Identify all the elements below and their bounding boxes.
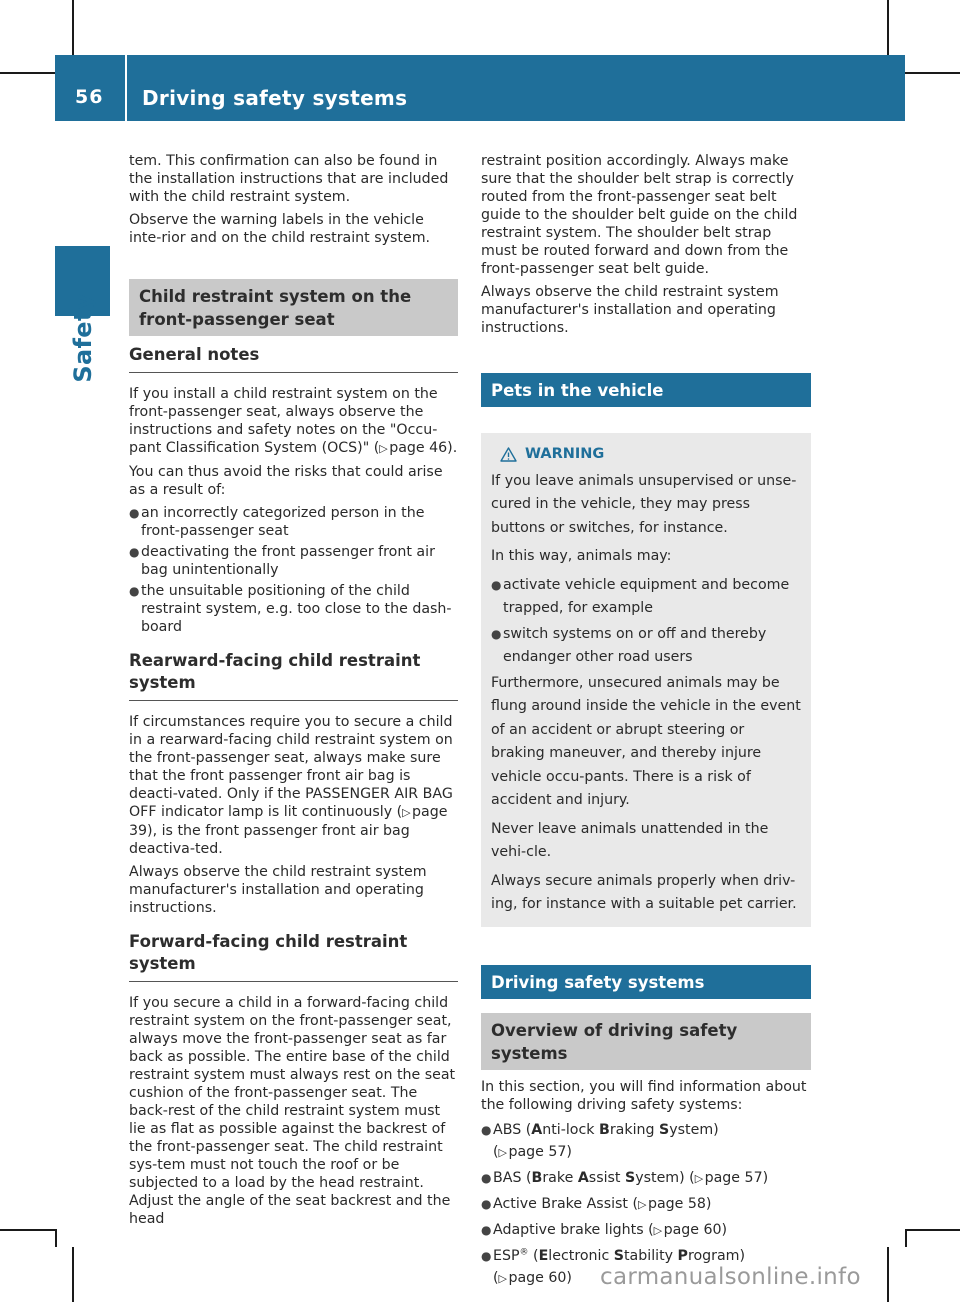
bullet-icon: ● xyxy=(481,1122,492,1137)
text: tability xyxy=(623,1247,678,1264)
text: nti-lock xyxy=(542,1121,599,1138)
crop-mark xyxy=(0,72,55,74)
subheading-general-notes: General notes xyxy=(129,344,458,373)
page-reference[interactable]: page 60) xyxy=(663,1221,728,1238)
text: If circumstances require you to secure a child in a rearward-facing child restraint system on the front-passenger seat, always make sure that the front passenger front air bag is deacti-vated. Only if the PASSENGER AIR BAG OFF indicator lamp is lit continuously ( xyxy=(129,714,453,820)
bullet-list xyxy=(491,574,801,670)
paragraph: Observe the warning labels in the vehicle inte-rior and on the child restraint system. xyxy=(129,212,431,246)
bullet-icon: ● xyxy=(481,1222,492,1237)
list-item xyxy=(129,582,458,636)
paragraph: Always observe the child restraint system manufacturer's installation and operating instructions. xyxy=(129,864,427,916)
subheading-rearward-facing: Rearward-facing child restraint system xyxy=(129,650,458,701)
text: Active Brake Assist ( xyxy=(493,1195,639,1212)
text: S xyxy=(659,1121,670,1138)
paragraph xyxy=(129,385,458,458)
text: S xyxy=(625,1169,636,1186)
paragraph: restraint position accordingly. Always make sure that the shoulder belt strap is correctly routed from the front-passenger seat belt guide to the shoulder belt guide on the child restraint system. The shoulder belt strap must be routed forward and down from the front-passenger seat belt guide. xyxy=(481,153,798,277)
paragraph: Always observe the child restraint system manufacturer's installation and operating instructions. xyxy=(481,284,779,336)
text: Adaptive brake lights ( xyxy=(493,1221,654,1238)
bullet-icon: ● xyxy=(129,545,140,559)
list-item-esp: ● ESP® (Electronic Stability Program) (▷ page 60) xyxy=(481,1245,811,1290)
warning-box xyxy=(481,433,811,927)
text: ystem) xyxy=(669,1121,719,1138)
page-reference[interactable]: page 57) xyxy=(508,1143,572,1160)
text: B xyxy=(531,1169,543,1186)
crop-mark xyxy=(72,1247,74,1302)
list-item-text: an incorrectly categorized person in the front-passenger seat xyxy=(141,505,425,539)
page-ref-arrow-icon: ▷ xyxy=(402,806,411,819)
text: B xyxy=(599,1121,610,1138)
chapter-label: Safety xyxy=(69,293,97,383)
text: rogram) xyxy=(687,1247,746,1264)
page-reference[interactable]: page 46). xyxy=(389,440,458,456)
section-heading-overview: Overview of driving safety systems xyxy=(481,1013,811,1070)
watermark: carmanualsonline.info xyxy=(600,1264,861,1290)
page-ref-arrow-icon: ▷ xyxy=(638,1197,647,1211)
text: S xyxy=(613,1247,624,1264)
header-divider xyxy=(125,55,127,121)
crop-mark xyxy=(887,1247,889,1302)
page-ref-arrow-icon: ▷ xyxy=(694,1171,704,1185)
paragraph: If you secure a child in a forward-facing child restraint system on the front-passenger seat, always move the front-passenger seat as far back as possible. The entire base of the child restraint system must always rest on the seat cushion of the front-passenger seat. The back-rest of the child restraint system must lie as flat as possible against the backrest of the front-passenger seat. The child restraint sys-tem must not touch the roof or be subjected to a load by the head restraint. Adjust the angle of the seat backrest and the head xyxy=(129,995,456,1227)
bullet-list xyxy=(129,504,458,636)
list-item-bas xyxy=(481,1167,811,1190)
crop-mark xyxy=(905,72,960,74)
list-item-abs: ● ABS (Anti-lock Braking System) (▷ page 57) xyxy=(481,1119,811,1164)
page-reference[interactable]: page 57) xyxy=(704,1169,769,1186)
right-column xyxy=(481,152,811,1293)
bullet-icon: ● xyxy=(491,626,502,641)
list-item xyxy=(129,504,458,540)
crop-mark xyxy=(887,0,889,55)
text: BAS ( xyxy=(493,1169,532,1186)
list-item-text: the unsuitable positioning of the child restraint system, e.g. too close to the dash-board xyxy=(141,583,452,635)
crop-mark xyxy=(72,0,74,55)
text: A xyxy=(577,1169,589,1186)
text: is the front passenger front air bag deactiva-ted. xyxy=(129,823,410,857)
section-heading-pets: Pets in the vehicle xyxy=(481,373,811,407)
bullet-icon: ● xyxy=(491,577,502,592)
text: E xyxy=(538,1247,549,1264)
paragraph: Always secure animals properly when driv-ing, for instance with a suitable pet carrier. xyxy=(491,872,797,912)
text: P xyxy=(677,1247,688,1264)
paragraph xyxy=(129,713,458,858)
list-item-text: switch systems on or off and thereby endanger other road users xyxy=(503,625,767,665)
paragraph: Furthermore, unsecured animals may be flung around inside the vehicle in the event of an accident or abrupt steering or braking maneuver, and thereby injure vehicle occu-pants. There is a risk of accident and injury. xyxy=(491,674,801,808)
paragraph: tem. This confirmation can also be found in the installation instructions that are included with the child restraint system. xyxy=(129,153,449,205)
page-ref-arrow-icon: ▷ xyxy=(653,1223,663,1237)
warning-header xyxy=(491,443,801,467)
paragraph: You can thus avoid the risks that could arise as a result of: xyxy=(129,464,443,498)
page-ref-arrow-icon: ▷ xyxy=(379,442,388,455)
text: If you install a child restraint system on the front-passenger seat, always observe the instructions and safety notes on the "Occu-pant Classification System (OCS)" ( xyxy=(129,386,438,456)
list-item xyxy=(491,574,801,621)
page-reference[interactable]: page 58) xyxy=(647,1195,712,1212)
bullet-icon: ● xyxy=(481,1170,492,1185)
paragraph: In this section, you will find information about the following driving safety systems: xyxy=(481,1078,807,1113)
crop-mark xyxy=(905,1229,907,1247)
page-ref-arrow-icon: ▷ xyxy=(498,1145,508,1159)
text: ystem) ( xyxy=(635,1169,695,1186)
text: A xyxy=(531,1121,543,1138)
page-reference[interactable]: page 60) xyxy=(508,1269,572,1286)
text: ssist xyxy=(588,1169,625,1186)
paragraph: In this way, animals may: xyxy=(491,548,672,564)
text: rake xyxy=(542,1169,578,1186)
text: raking xyxy=(609,1121,660,1138)
paragraph: Never leave animals unattended in the vehi-cle. xyxy=(491,820,769,860)
page-title: Driving safety systems xyxy=(142,86,408,110)
section-heading-child-restraint: Child restraint system on the front-passenger seat xyxy=(129,279,458,336)
bullet-icon: ● xyxy=(481,1196,492,1211)
text: ( xyxy=(528,1247,539,1264)
page-reference[interactable]: page 39), xyxy=(129,804,448,839)
warning-label: WARNING xyxy=(525,446,605,462)
warning-triangle-icon xyxy=(500,447,517,462)
subheading-forward-facing: Forward-facing child restraint system xyxy=(129,931,458,982)
page-ref-arrow-icon: ▷ xyxy=(498,1271,508,1285)
list-item-active-brake-assist xyxy=(481,1193,811,1216)
list-item-text: deactivating the front passenger front air bag unintentionally xyxy=(141,544,435,578)
left-column xyxy=(129,152,458,1233)
bullet-icon: ● xyxy=(129,584,140,598)
list-item xyxy=(129,543,458,579)
text: lectronic xyxy=(548,1247,614,1264)
list-item-adaptive-brake-lights xyxy=(481,1219,811,1242)
paragraph: If you leave animals unsupervised or unse-cured in the vehicle, they may press buttons or switches, for instance. xyxy=(491,472,797,536)
bullet-icon: ● xyxy=(129,506,140,520)
crop-mark xyxy=(905,1229,960,1231)
list-item xyxy=(491,623,801,670)
list-item-text: activate vehicle equipment and become trapped, for example xyxy=(503,576,790,616)
crop-mark xyxy=(55,1229,57,1247)
registered-mark: ® xyxy=(519,1246,529,1257)
crop-mark xyxy=(0,1229,55,1231)
bullet-icon: ● xyxy=(481,1248,492,1263)
text: ABS ( xyxy=(493,1121,532,1138)
section-heading-driving-safety: Driving safety systems xyxy=(481,965,811,999)
page-number: 56 xyxy=(75,86,104,108)
text: ESP xyxy=(493,1247,520,1264)
